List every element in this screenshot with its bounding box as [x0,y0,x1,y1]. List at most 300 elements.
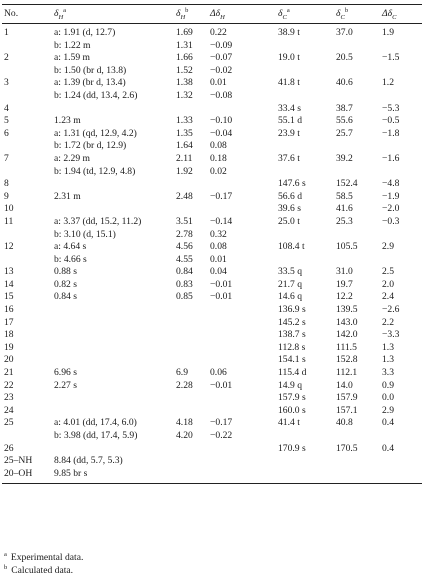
cell-delta-c-exp [270,468,328,484]
cell-position [2,229,46,242]
cell-delta-delta-c: −5.3 [382,102,400,114]
cell-delta-c-calc: 19.7 [336,278,353,290]
cell-delta-h-calc: 1.35 [176,127,193,139]
table-row [2,241,422,254]
table-row [2,304,422,317]
cell-delta-h-exp [46,342,168,355]
cell-position: 4 [4,102,9,114]
cell-delta-delta-h: 0.18 [210,152,227,164]
cell-delta-h-calc: 1.66 [176,52,193,64]
cell-delta-c-exp: 41.4 t [278,417,300,429]
table-row [2,266,422,279]
cell-position [2,140,46,153]
table-row [2,191,422,204]
cell-delta-h-calc [168,354,202,367]
cell-delta-h-exp: a: 1.31 (qd, 12.9, 4.2) [54,127,137,139]
cell-delta-h-exp [46,405,168,418]
cell-delta-h-exp: a: 4.64 s [54,241,87,253]
cell-delta-delta-h [202,103,270,116]
cell-position: 16 [4,304,14,316]
cell-delta-delta-h: −0.14 [210,215,233,227]
cell-delta-c-calc [328,65,374,78]
cell-delta-delta-h [202,203,270,216]
cell-position: 13 [4,266,14,278]
cell-delta-c-exp: 108.4 t [278,241,305,253]
table-row [2,166,422,179]
cell-delta-c-exp: 19.0 t [278,52,300,64]
cell-delta-h-exp: b: 1.72 (br d, 12.9) [54,140,127,152]
cell-delta-c-calc: 20.5 [336,52,353,64]
cell-position [2,90,46,103]
header-superscript: a [63,6,67,14]
cell-delta-c-calc: 157.9 [336,392,358,404]
cell-delta-c-exp: 14.6 q [278,291,302,303]
table-row [2,103,422,116]
table-row [2,367,422,380]
cell-delta-h-calc: 1.38 [176,77,193,89]
cell-delta-c-calc: 14.0 [336,379,353,391]
table-row [2,342,422,355]
cell-delta-delta-h: −0.22 [210,430,233,441]
cell-delta-h-calc: 0.83 [176,278,193,290]
cell-position: 2 [4,52,9,64]
cell-position [2,430,46,443]
cell-delta-c-exp [270,166,328,179]
cell-delta-c-exp: 21.7 q [278,278,302,290]
cell-delta-delta-c: 1.3 [382,354,394,366]
cell-delta-delta-h: 0.08 [210,241,227,253]
cell-delta-c-exp [270,90,328,103]
cell-delta-c-calc: 55.6 [336,115,353,127]
cell-position: 15 [4,291,14,303]
cell-delta-c-exp: 37.6 t [278,152,300,164]
cell-delta-c-calc [328,140,374,153]
cell-delta-c-calc: 39.2 [336,152,353,164]
cell-delta-h-calc: 1.52 [176,64,193,76]
cell-position: 11 [4,215,14,227]
cell-delta-h-exp [46,178,168,191]
table-row [2,405,422,418]
cell-delta-h-exp: a: 4.01 (dd, 17.4, 6.0) [54,417,137,429]
cell-delta-delta-h: −0.04 [210,127,233,139]
cell-delta-h-exp: a: 1.91 (d, 12.7) [54,27,116,38]
cell-delta-delta-c [374,455,422,468]
cell-position: 23 [4,392,14,404]
cell-delta-h-exp [46,329,168,342]
cell-delta-h-calc [168,317,202,330]
cell-position [2,40,46,53]
cell-delta-h-exp: 0.88 s [54,266,77,278]
cell-delta-h-calc: 4.55 [176,253,193,265]
cell-delta-h-exp: b: 3.10 (d, 15.1) [54,228,116,240]
header-superscript: b [344,6,349,14]
cell-delta-h-exp: b: 1.94 (td, 12.9, 4.8) [54,165,136,177]
cell-delta-c-exp: 157.9 s [278,392,306,404]
cell-delta-c-calc: 157.1 [336,404,358,416]
cell-delta-delta-h [202,342,270,355]
cell-delta-c-calc: 143.0 [336,316,358,328]
header-symbol: Δδ [210,7,221,19]
cell-delta-delta-h: −0.01 [210,379,233,391]
cell-position: 14 [4,278,14,290]
cell-delta-c-exp: 145.2 s [278,316,306,328]
cell-position: 26 [4,442,14,454]
cell-position: 24 [4,404,14,416]
cell-delta-c-exp: 39.6 s [278,203,301,215]
cell-delta-delta-h: 0.01 [210,77,227,89]
cell-delta-delta-c [374,90,422,103]
header-symbol: δ [336,7,341,19]
cell-delta-delta-c: −1.6 [382,152,400,164]
header-superscript: b [185,6,189,14]
header-delta-delta-c [374,5,422,24]
cell-delta-delta-c: 0.9 [382,379,394,391]
header-subscript: C [282,13,287,21]
cell-delta-c-exp [270,254,328,267]
table-body [2,24,422,484]
cell-delta-delta-h: −0.07 [210,52,233,64]
cell-delta-c-calc: 38.7 [336,102,353,114]
header-no: No. [4,7,19,19]
cell-delta-c-calc: 105.5 [336,241,358,253]
cell-delta-h-exp: b: 1.50 (br d, 13.8) [54,64,127,76]
table-row [2,392,422,405]
cell-delta-c-calc: 41.6 [336,203,353,215]
cell-delta-delta-c: −1.8 [382,127,400,139]
cell-delta-h-calc: 4.20 [176,430,193,441]
cell-delta-h-calc: 2.48 [176,190,193,202]
cell-delta-delta-h: 0.02 [210,165,227,177]
cell-delta-h-calc: 3.51 [176,215,193,227]
cell-position: 1 [4,27,9,38]
cell-delta-c-exp: 154.1 s [278,354,306,366]
cell-delta-c-calc: 25.3 [336,215,353,227]
cell-delta-delta-h [202,392,270,405]
footnote-a [4,551,83,564]
cell-delta-c-exp: 33.4 s [278,102,301,114]
cell-position: 25 [4,417,14,429]
table-row [2,90,422,103]
cell-position: 6 [4,127,9,139]
cell-delta-h-exp: b: 3.98 (dd, 17.4, 5.9) [54,430,138,441]
table-row [2,443,422,456]
cell-delta-delta-h: 0.32 [210,228,227,240]
table-row [2,40,422,53]
cell-delta-delta-c: −1.5 [382,52,400,64]
cell-delta-c-calc: 40.6 [336,77,353,89]
header-delta-delta-h [202,5,270,24]
table-row [2,203,422,216]
cell-delta-c-exp: 38.9 t [278,27,300,38]
cell-delta-c-calc [328,455,374,468]
table-row [2,455,422,468]
table-row [2,140,422,153]
cell-delta-h-calc: 6.9 [176,367,188,379]
cell-delta-delta-h [202,443,270,456]
cell-delta-delta-h: −0.08 [210,89,233,101]
table-row [2,153,422,166]
cell-delta-delta-c: −0.3 [382,215,400,227]
table-row [2,291,422,304]
cell-delta-delta-c: 2.4 [382,291,394,303]
header-superscript: a [286,6,290,14]
table-row [2,354,422,367]
footnote-text: Experimental data. [10,552,84,563]
table-row [2,417,422,430]
header-subscript: H [220,13,225,21]
cell-delta-h-exp: 2.31 m [54,190,81,202]
cell-position: 20–OH [4,467,33,479]
cell-delta-h-exp: a: 1.39 (br d, 13.4) [54,77,126,89]
cell-delta-delta-c: 1.9 [382,27,394,38]
cell-position: 20 [4,354,14,366]
cell-delta-c-exp [270,65,328,78]
table-row [2,128,422,141]
cell-delta-c-exp [270,229,328,242]
header-row [2,5,422,24]
cell-delta-delta-h [202,405,270,418]
cell-delta-delta-h [202,317,270,330]
table-row [2,430,422,443]
cell-delta-delta-c: 2.9 [382,404,394,416]
cell-delta-h-calc [168,468,202,484]
cell-delta-c-calc: 152.4 [336,178,358,190]
cell-position [2,166,46,179]
cell-delta-h-calc [168,103,202,116]
table-row [2,65,422,78]
cell-delta-c-exp: 136.9 s [278,304,306,316]
header-delta-h-calc [168,5,202,24]
cell-delta-delta-c: 0.4 [382,442,394,454]
table-row [2,52,422,65]
cell-delta-h-calc [168,455,202,468]
cell-delta-h-calc: 1.32 [176,89,193,101]
footnote-b [4,564,83,577]
cell-delta-h-exp: a: 3.37 (dd, 15.2, 11.2) [54,215,142,227]
cell-position: 12 [4,241,14,253]
table-row [2,178,422,191]
cell-delta-delta-c: 2.9 [382,241,394,253]
header-subscript: H [180,13,186,21]
cell-delta-delta-c: 1.3 [382,341,394,353]
cell-delta-delta-c [374,468,422,484]
header-delta-c-exp [270,5,328,24]
cell-delta-h-calc [168,405,202,418]
cell-delta-delta-c [374,65,422,78]
table-row [2,115,422,128]
table-header [2,5,422,24]
table-row [2,24,422,40]
cell-delta-c-exp: 25.0 t [278,215,300,227]
cell-position: 10 [4,203,14,215]
cell-delta-c-calc: 142.0 [336,329,358,341]
cell-delta-delta-h [202,455,270,468]
cell-delta-delta-h: −0.02 [210,64,233,76]
cell-delta-c-calc: 12.2 [336,291,353,303]
cell-delta-delta-c: −3.3 [382,329,400,341]
cell-delta-h-exp: a: 2.29 m [54,152,90,164]
cell-delta-h-calc: 0.84 [176,266,193,278]
cell-delta-h-calc [168,342,202,355]
footnote-text: Calculated data. [11,565,74,576]
cell-delta-h-exp [46,103,168,116]
cell-delta-c-calc: 112.1 [336,367,358,379]
cell-delta-c-calc [328,430,374,443]
cell-delta-c-exp: 170.9 s [278,442,306,454]
cell-delta-c-calc [328,229,374,242]
footnote-mark: a [4,550,7,558]
header-subscript: C [392,13,397,21]
cell-position: 9 [4,190,9,202]
cell-delta-delta-c [374,229,422,242]
cell-delta-c-exp: 115.4 d [278,367,307,379]
cell-delta-h-exp: 2.27 s [54,379,77,391]
cell-delta-h-exp [46,443,168,456]
cell-delta-c-exp: 55.1 d [278,115,302,127]
header-delta-c-calc [328,5,374,24]
cell-position: 17 [4,316,14,328]
table-footnotes [4,551,83,577]
cell-position: 25–NH [4,455,33,467]
table-row [2,468,422,484]
cell-position: 22 [4,379,14,391]
cell-delta-c-calc: 37.0 [336,27,353,38]
cell-delta-c-exp: 56.6 d [278,190,302,202]
cell-delta-h-exp: 9.85 br s [54,467,88,479]
cell-delta-h-calc: 1.69 [176,27,193,38]
cell-delta-c-exp [270,455,328,468]
cell-delta-h-exp: 0.84 s [54,291,77,303]
cell-delta-h-calc: 1.31 [176,39,193,51]
cell-delta-c-calc [328,468,374,484]
cell-delta-delta-c: 2.5 [382,266,394,278]
cell-delta-delta-h: −0.01 [210,291,233,303]
cell-delta-h-calc: 1.92 [176,165,193,177]
cell-delta-delta-c [374,430,422,443]
cell-delta-delta-c: 2.2 [382,316,394,328]
cell-delta-h-exp [46,317,168,330]
header-symbol: δ [278,7,283,19]
cell-delta-h-calc: 2.28 [176,379,193,391]
cell-delta-delta-h: −0.09 [210,39,233,51]
cell-delta-delta-c: 0.0 [382,392,394,404]
cell-delta-c-exp: 41.8 t [278,77,300,89]
cell-delta-delta-h: 0.04 [210,266,227,278]
cell-delta-c-calc: 139.5 [336,304,358,316]
cell-delta-delta-c: −0.5 [382,115,400,127]
header-delta-h-exp [46,5,168,24]
cell-position: 5 [4,115,9,127]
cell-delta-c-calc: 111.5 [336,341,357,353]
cell-position: 21 [4,367,14,379]
cell-delta-h-exp: 1.23 m [54,115,81,127]
cell-delta-h-exp: 0.82 s [54,278,77,290]
header-symbol: δ [176,7,181,19]
cell-delta-h-exp [46,392,168,405]
cell-delta-delta-c: −2.6 [382,304,400,316]
cell-delta-h-calc: 1.33 [176,115,193,127]
cell-delta-delta-c: 2.0 [382,278,394,290]
header-subscript: C [340,13,345,21]
cell-delta-delta-h [202,178,270,191]
cell-delta-delta-h [202,304,270,317]
cell-delta-h-calc: 2.78 [176,228,193,240]
cell-position: 19 [4,341,14,353]
cell-position: 8 [4,178,9,190]
cell-delta-h-calc [168,304,202,317]
table-row [2,317,422,330]
cell-delta-c-exp: 112.8 s [278,341,306,353]
cell-delta-delta-h: 0.01 [210,253,227,265]
footnote-mark: b [4,563,8,571]
cell-delta-delta-h: −0.10 [210,115,233,127]
cell-delta-h-calc: 4.56 [176,241,193,253]
cell-delta-delta-c [374,166,422,179]
cell-delta-c-calc [328,40,374,53]
cell-delta-c-calc: 25.7 [336,127,353,139]
cell-delta-c-exp: 160.0 s [278,404,306,416]
cell-delta-delta-h: −0.01 [210,278,233,290]
cell-delta-c-calc: 170.5 [336,442,358,454]
header-symbol: δ [54,7,59,19]
table-row [2,279,422,292]
cell-delta-c-exp: 138.7 s [278,329,306,341]
cell-delta-delta-c [374,40,422,53]
cell-delta-h-calc: 0.85 [176,291,193,303]
cell-position: 7 [4,152,9,164]
cell-delta-h-exp: b: 1.24 (dd, 13.4, 2.6) [54,89,138,101]
cell-delta-h-exp [46,203,168,216]
cell-delta-delta-h: −0.17 [210,417,233,429]
table-row [2,380,422,393]
table-row [2,229,422,242]
cell-delta-c-calc [328,166,374,179]
table-row [2,216,422,229]
cell-delta-delta-h [202,329,270,342]
cell-delta-delta-c: 0.4 [382,417,394,429]
cell-delta-delta-c: −2.0 [382,203,400,215]
cell-delta-h-exp: 8.84 (dd, 5.7, 5.3) [54,455,123,467]
cell-delta-c-calc: 40.8 [336,417,353,429]
cell-delta-h-exp [46,304,168,317]
cell-position [2,65,46,78]
cell-delta-h-exp: b: 1.22 m [54,39,91,51]
cell-delta-h-calc [168,178,202,191]
cell-delta-c-exp [270,40,328,53]
cell-delta-c-calc [328,90,374,103]
cell-delta-delta-h: 0.22 [210,27,227,38]
cell-delta-delta-c: −4.8 [382,178,400,190]
cell-delta-h-calc [168,392,202,405]
cell-delta-c-exp: 33.5 q [278,266,302,278]
cell-delta-c-exp: 23.9 t [278,127,300,139]
cell-delta-delta-h: 0.06 [210,367,227,379]
cell-delta-c-calc: 152.8 [336,354,358,366]
cell-delta-h-calc [168,329,202,342]
cell-delta-c-calc: 31.0 [336,266,353,278]
cell-delta-c-calc: 58.5 [336,190,353,202]
nmr-table [2,4,422,484]
cell-delta-h-calc [168,203,202,216]
cell-delta-h-exp: a: 1.59 m [54,52,90,64]
cell-position: 18 [4,329,14,341]
cell-delta-h-calc: 2.11 [176,152,193,164]
cell-delta-delta-h: −0.17 [210,190,233,202]
cell-position [2,254,46,267]
cell-delta-h-calc [168,443,202,456]
cell-delta-h-exp: b: 4.66 s [54,253,87,265]
cell-delta-h-calc: 1.64 [176,140,193,152]
